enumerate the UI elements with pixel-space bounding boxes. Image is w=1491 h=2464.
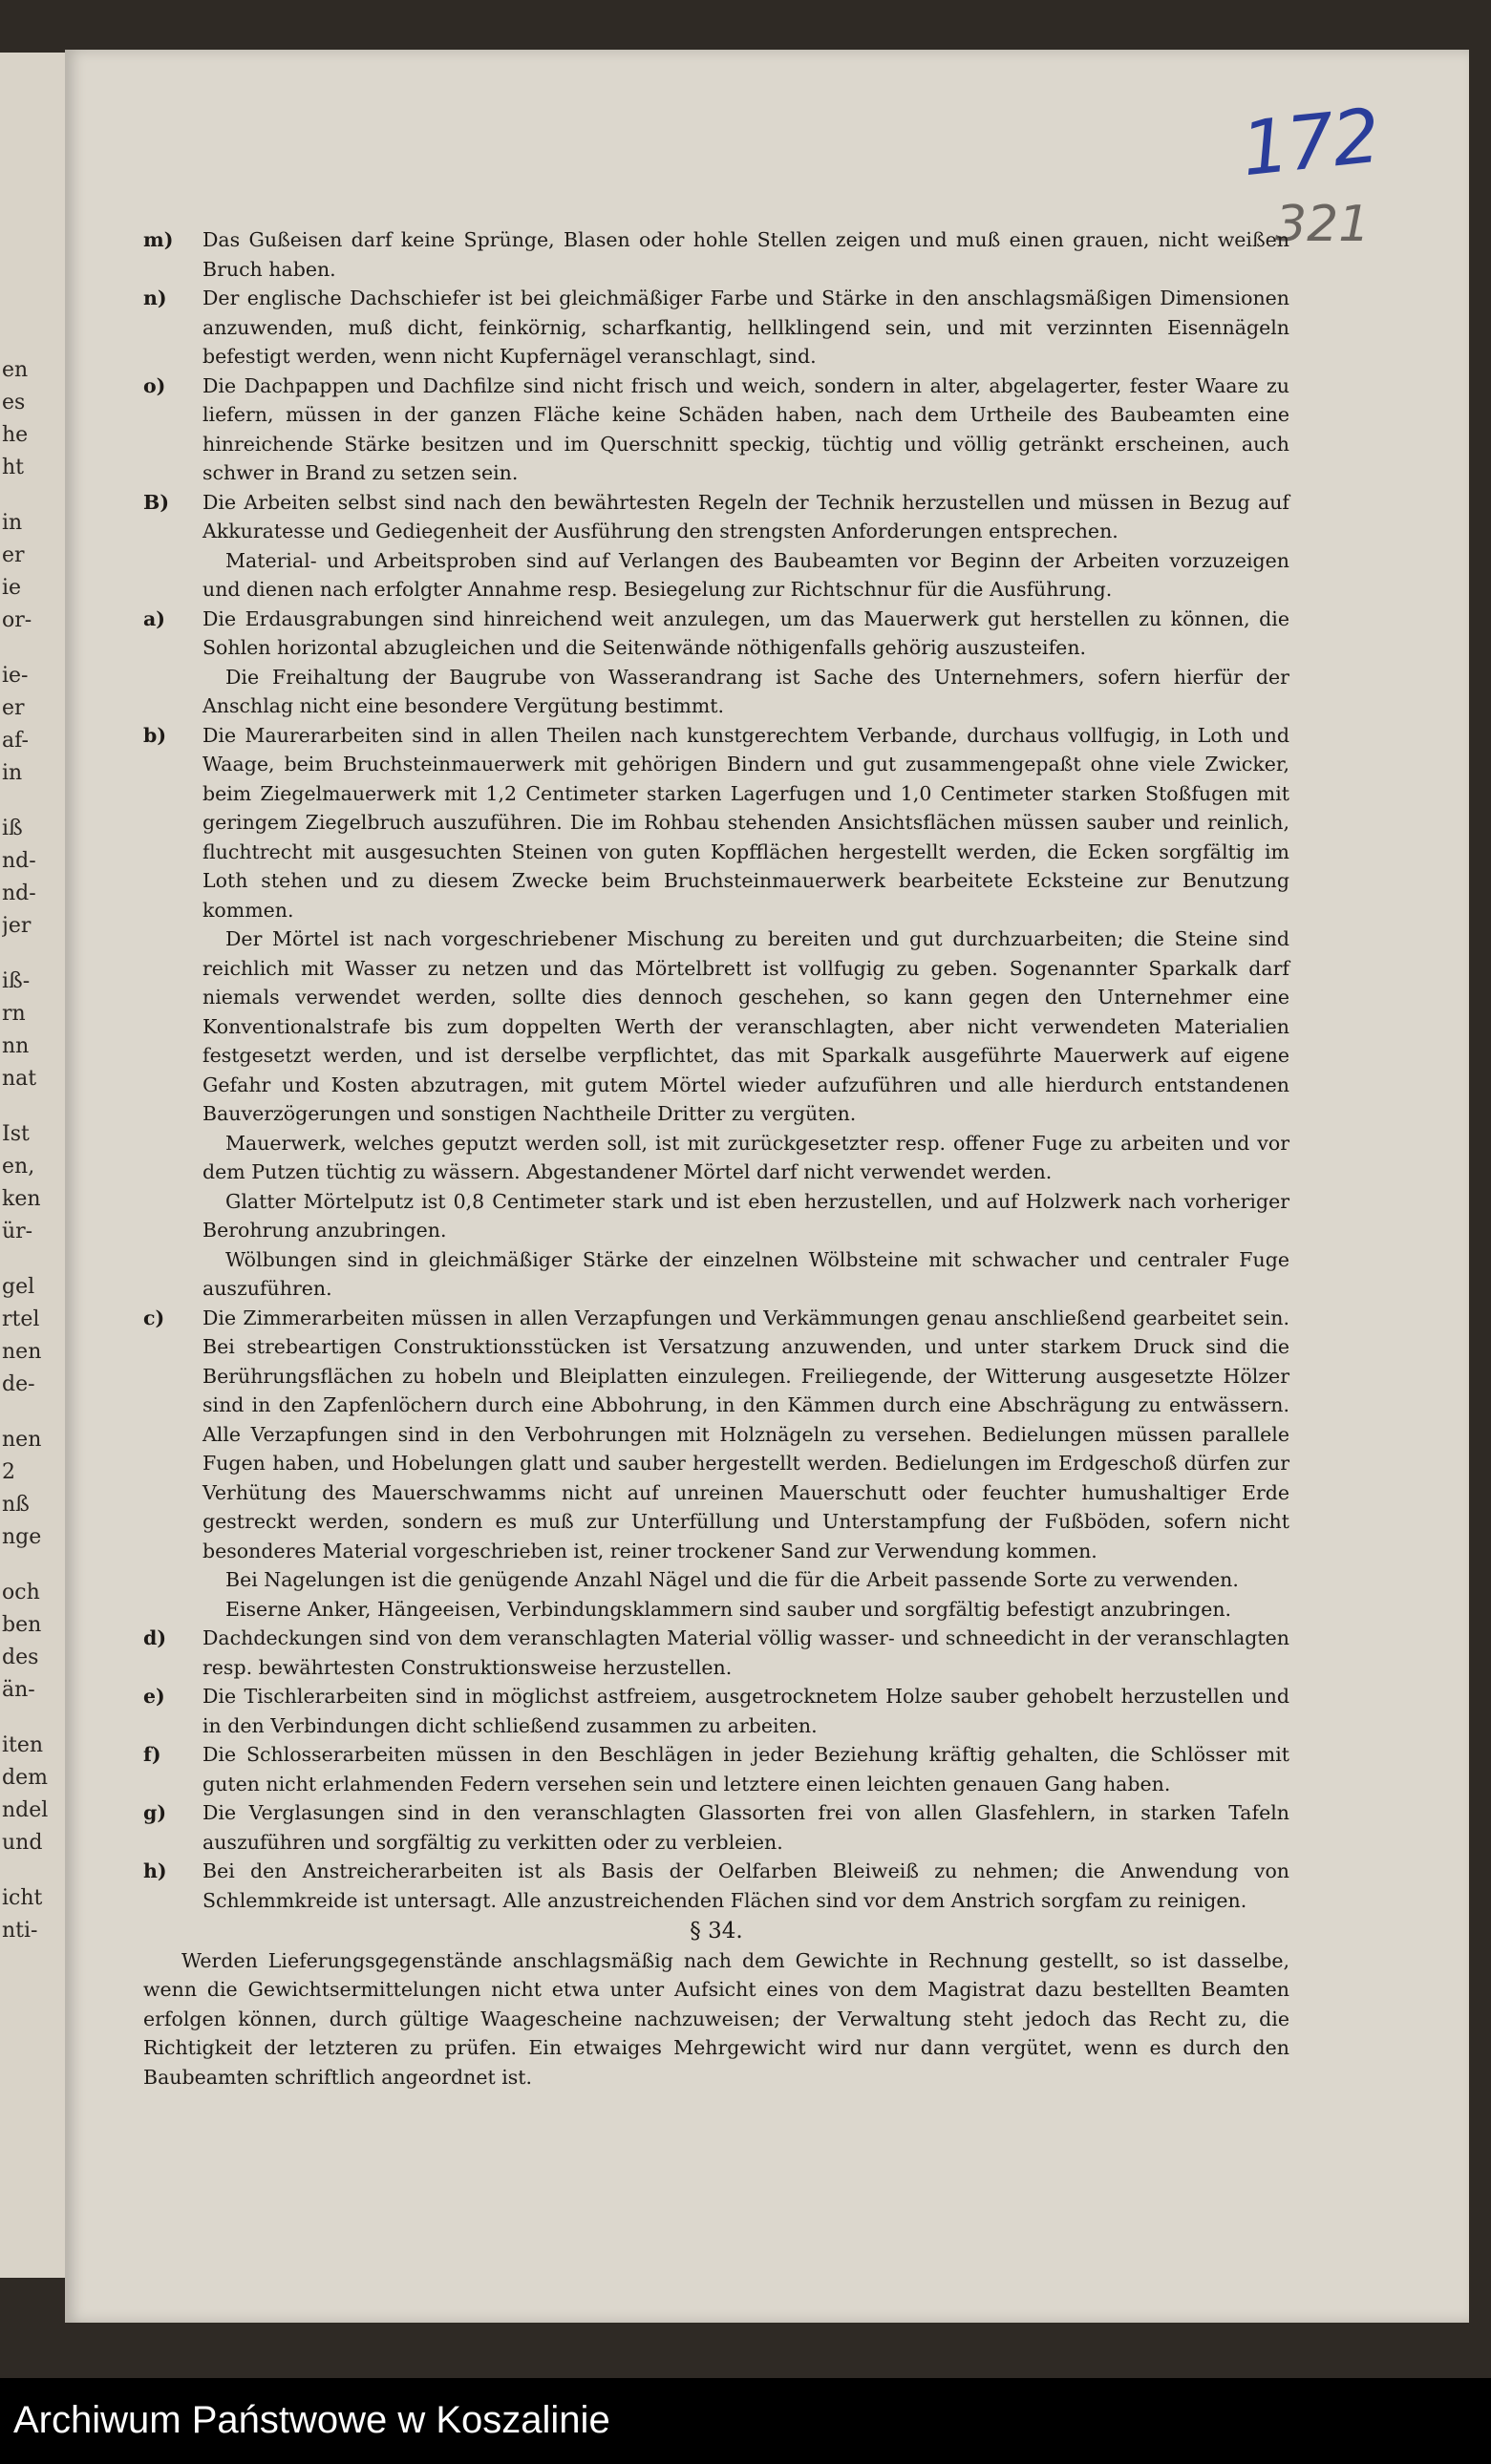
item-text: Die Dachpappen und Dachfilze sind nicht frisch und weich, sondern in alter, abgelagerter, fester Waare zu liefern, müssen in der ganzen Fläche keine Schäden haben, nach dem Urtheile des Baubeamten eine hinreichende Stärke besitzen und im Querschnitt speckig, tüchtig und völlig getränkt erscheinen, auch schwer in Brand zu setzen sein.: [202, 373, 1289, 484]
margin-fragment: ür-: [2, 1220, 33, 1243]
margin-fragment: och: [2, 1581, 40, 1604]
margin-fragment: dem: [2, 1766, 48, 1790]
item-b: [143, 721, 1289, 925]
margin-fragment: rtel: [2, 1307, 40, 1331]
item-marker: e): [143, 1685, 165, 1708]
margin-fragment: in: [2, 761, 23, 785]
margin-fragment: nen: [2, 1428, 42, 1452]
item-o: [143, 372, 1289, 488]
item-h: [143, 1857, 1289, 1915]
margin-fragment: 2: [2, 1460, 15, 1484]
item-marker: B): [143, 490, 170, 514]
page-number-annotation-pencil: 321: [1275, 196, 1371, 253]
margin-fragment: nge: [2, 1525, 42, 1549]
item-marker: c): [143, 1306, 165, 1329]
item-text: Die Schlosserarbeiten müssen in den Beschlägen in jeder Beziehung kräftig gehalten, die Schlösser mit guten nicht erlahmenden Federn versehen sein und letztere einen leichten genauen Gang haben.: [202, 1743, 1289, 1795]
margin-fragment: en: [2, 358, 29, 382]
margin-fragment: nen: [2, 1340, 42, 1364]
margin-fragment: und: [2, 1831, 43, 1855]
margin-fragment: gel: [2, 1275, 35, 1299]
margin-fragment: icht: [2, 1886, 43, 1910]
paragraph: Mauerwerk, welches geputzt werden soll, ist mit zurückgesetzter resp. offener Fuge zu arbeiten und vor dem Putzen tüchtig zu wässern. Abgestandener Mörtel darf nicht verwendet werden.: [202, 1131, 1289, 1183]
margin-fragment: ken: [2, 1187, 41, 1211]
item-marker: d): [143, 1626, 167, 1649]
item-marker: n): [143, 287, 167, 309]
archive-name: Archiwum Państwowe w Koszalinie: [13, 2399, 610, 2441]
item-text: Das Gußeisen darf keine Sprünge, Blasen oder hohle Stellen zeigen und muß einen grauen, nicht weißen Bruch haben.: [202, 228, 1289, 281]
margin-fragment: nd-: [2, 882, 36, 905]
margin-fragment: Ist: [2, 1122, 30, 1146]
item-marker: f): [143, 1743, 161, 1766]
margin-fragment: es: [2, 391, 26, 414]
paragraph: Der Mörtel ist nach vorgeschriebener Mischung zu bereiten und gut durchzuarbeiten; die Steine sind reichlich mit Wasser zu netzen und das Mörtelbrett ist vollfugig zu geben. Sogenannter Sparkalk darf niemals verwendet werden, sollte dies dennoch geschehen, so kann gegen den Unternehmer eine Konventionalstrafe bis zum doppelten Werth der veranschlagten, aber nicht verwendeten Materialien festgesetzt werden, und ist derselbe verpflichtet, das mit Sparkalk ausgeführte Mauerwerk auf eigene Gefahr und Kosten abzutragen, mit gutem Mörtel wieder aufzuführen und alle hierdurch entstandenen Bauverzögerungen und sonstigen Nachtheile Dritter zu vergüten.: [202, 927, 1289, 1125]
item-c: [143, 1304, 1289, 1566]
margin-fragment: des: [2, 1646, 39, 1669]
margin-fragment: er: [2, 543, 25, 567]
section-heading: § 34.: [690, 1919, 743, 1944]
item-n: [143, 284, 1289, 372]
item-g: [143, 1798, 1289, 1857]
item-marker: g): [143, 1801, 167, 1824]
margin-fragment: er: [2, 696, 25, 720]
paragraph: Bei Nagelungen ist die genügende Anzahl Nägel und die für die Arbeit passende Sorte zu verwenden.: [225, 1568, 1239, 1591]
document-body: [143, 225, 1289, 2092]
paragraph: Die Freihaltung der Baugrube von Wasserandrang ist Sache des Unternehmers, sofern hierfür der Anschlag nicht eine besondere Vergütung bestimmt.: [202, 665, 1289, 717]
item-f: [143, 1740, 1289, 1798]
item-marker: h): [143, 1859, 167, 1882]
item-a: [143, 605, 1289, 663]
previous-page-edge: [0, 53, 69, 2278]
item-e: [143, 1682, 1289, 1740]
margin-fragment: nß: [2, 1493, 30, 1517]
item-marker: a): [143, 606, 165, 630]
margin-fragment: rn: [2, 1002, 26, 1026]
margin-fragment: iß-: [2, 969, 31, 993]
item-marker: m): [143, 228, 174, 251]
page-number-annotation-blue: 172: [1237, 93, 1383, 194]
item-text: Der englische Dachschiefer ist bei gleichmäßiger Farbe und Stärke in den anschlagsmäßigen Dimensionen anzuwenden, muß dicht, feinkörnig, scharfkantig, hellklingend sein, und mit verzinnten Eisennägeln befestigt werden, wenn nicht Kupfernägel veranschlagt, sind.: [202, 287, 1289, 368]
item-text: Die Tischlerarbeiten sind in möglichst astfreiem, ausgetrocknetem Holze sauber gehobelt herzustellen und in den Verbindungen dicht schließend zusammen zu arbeiten.: [202, 1685, 1289, 1737]
margin-fragment: ben: [2, 1613, 42, 1637]
margin-fragment: iß: [2, 817, 23, 840]
item-d: [143, 1624, 1289, 1682]
item-text: Die Zimmerarbeiten müssen in allen Verzapfungen und Verkämmungen genau anschließend gearbeitet sein. Bei strebeartigen Construktionsstücken ist Versatzung anzuwenden, und unter starkem Druck sind die Berührungsflächen zu hobeln und Bleiplatten einzulegen. Freiliegende, der Witterung ausgesetzte Hölzer sind in den Zapfenlöchern durch eine Abbohrung, in den Kämmen durch eine Abschrägung zu entwässern. Alle Verzapfungen sind in den Verbohrungen mit Holznägeln zu versehen. Bedielungen müssen parallele Fugen haben, und Hobelungen glatt und sauber hergestellt werden. Bedielungen im Erdgeschoß dürfen zur Verhütung des Mauerschwamms nicht auf unreinen Mauerschutt oder feuchter humushaltiger Erde gestreckt werden, sondern es muß zur Unterfüllung und Unterstampfung der Fußböden, sofern nicht besonderes Material vorgeschrieben ist, reiner trockener Sand zur Verwendung kommen.: [202, 1306, 1289, 1562]
margin-fragment: nat: [2, 1067, 37, 1091]
margin-fragment: or-: [2, 608, 32, 632]
item-B: [143, 488, 1289, 546]
margin-fragment: ht: [2, 456, 25, 479]
margin-fragment: en,: [2, 1155, 35, 1179]
item-text: Die Erdausgrabungen sind hinreichend weit anzulegen, um das Mauerwerk gut herstellen zu können, die Sohlen horizontal abzugleichen und die Seitenwände nöthigenfalls gehörig auszusteifen.: [202, 606, 1289, 659]
item-text: Bei den Anstreicherarbeiten ist als Basis der Oelfarben Bleiweiß zu nehmen; die Anwendung von Schlemmkreide ist untersagt. Alle anzustreichenden Flächen sind vor dem Anstrich sorgfam zu reinigen.: [202, 1859, 1289, 1912]
margin-fragment: jer: [2, 914, 32, 938]
margin-fragment: ie-: [2, 664, 29, 688]
margin-fragment: in: [2, 511, 23, 535]
margin-fragment: ie: [2, 576, 22, 600]
item-marker: b): [143, 723, 167, 747]
margin-fragment: iten: [2, 1733, 44, 1757]
margin-fragment: nd-: [2, 849, 36, 873]
item-text: Dachdeckungen sind von dem veranschlagten Material völlig wasser- und schneedicht in der veranschlagten resp. bewährtesten Construktionsweise herzustellen.: [202, 1626, 1289, 1679]
paragraph: Glatter Mörtelputz ist 0,8 Centimeter stark und ist eben herzustellen, und auf Holzwerk nach vorheriger Berohrung anzubringen.: [202, 1189, 1289, 1242]
item-text: Die Arbeiten selbst sind nach den bewährtesten Regeln der Technik herzustellen und müssen in Bezug auf Akkuratesse und Gediegenheit der Ausführung den strengsten Anforderungen entsprechen.: [202, 490, 1289, 542]
margin-fragment: af-: [2, 729, 29, 753]
margin-fragment: nti-: [2, 1919, 38, 1943]
item-text: Die Maurerarbeiten sind in allen Theilen nach kunstgerechtem Verbande, durchaus vollfugig, in Loth und Waage, beim Bruchsteinmauerwerk mit gehörigen Bindern und gut zusammengepaßt ohne viele Zwicker, beim Ziegelmauerwerk mit 1,2 Centimeter starken Lagerfugen und 1,0 Centimeter starken Stoßfugen mit geringem Ziegelbruch auszuführen. Die im Rohbau stehenden Ansichtsflächen müssen sauber und reinlich, fluchtrecht mit ausgesuchten Steinen von guten Kopfflächen hergestellt werden, die Ecken sorgfältig im Loth stehen und zu diesem Zwecke beim Bruchsteinmauerwerk bearbeitete Ecksteine zur Benutzung kommen.: [202, 723, 1289, 922]
item-m: [143, 225, 1289, 284]
paragraph: Eiserne Anker, Hängeeisen, Verbindungsklammern sind sauber und sorgfältig befestigt anzubringen.: [225, 1597, 1232, 1621]
margin-fragment: he: [2, 423, 29, 447]
paragraph: Material- und Arbeitsproben sind auf Verlangen des Baubeamten vor Beginn der Arbeiten vorzuzeigen und dienen nach erfolgter Annahme resp. Besiegelung zur Richtschnur für die Ausführung.: [202, 548, 1289, 601]
item-marker: o): [143, 373, 166, 397]
margin-fragment: än-: [2, 1678, 35, 1702]
paragraph: Wölbungen sind in gleichmäßiger Stärke der einzelnen Wölbsteine mit schwacher und centraler Fuge auszuführen.: [202, 1247, 1289, 1300]
margin-fragment: ndel: [2, 1798, 49, 1822]
margin-fragment: nn: [2, 1034, 30, 1058]
section-paragraph: Werden Lieferungsgegenstände anschlagsmäßig nach dem Gewichte in Rechnung gestellt, so ist dasselbe, wenn die Gewichtsermittelungen nicht etwa unter Aufsicht eines von dem Magistrat dazu bestellten Beamten erfolgen können, durch gültige Waagescheine nachzuweisen; der Verwaltung steht jedoch das Recht zu, die Richtigkeit der letzteren zu prüfen. Ein etwaiges Mehrgewicht wird nur dann vergütet, wenn es durch den Baubeamten schriftlich angeordnet ist.: [143, 1948, 1289, 2089]
archive-footer: [0, 2378, 1491, 2464]
margin-fragment: de-: [2, 1372, 35, 1396]
item-text: Die Verglasungen sind in den veranschlagten Glassorten frei von allen Glasfehlern, in starken Tafeln auszuführen und sorgfältig zu verkitten oder zu verbleien.: [202, 1801, 1289, 1854]
